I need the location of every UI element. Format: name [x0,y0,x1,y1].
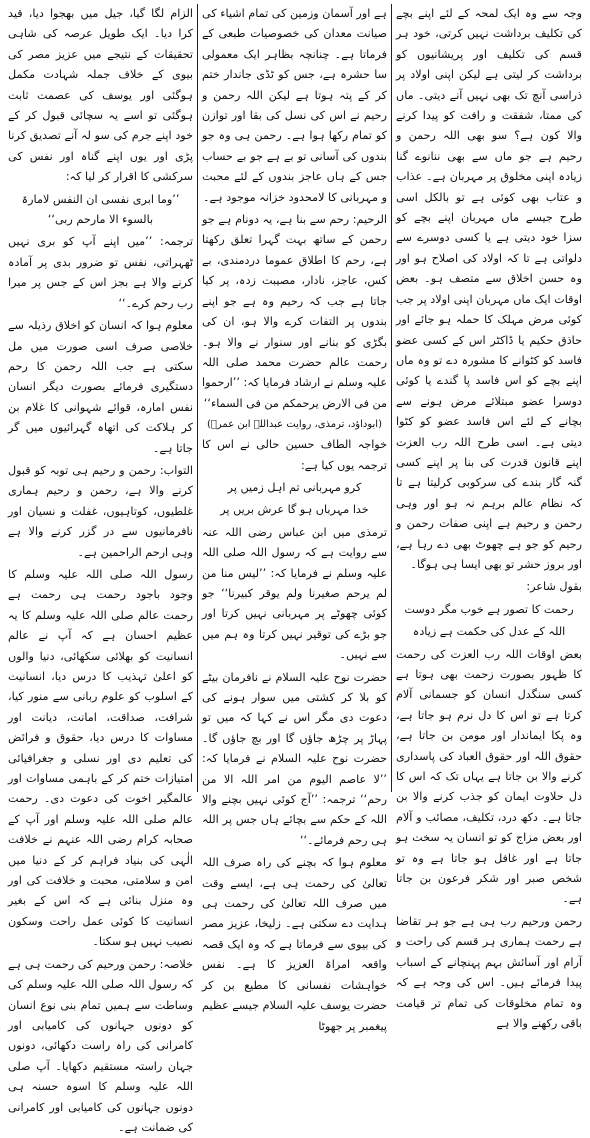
text-column-3 [4,4,198,1134]
paragraph: التواب: رحمن و رحیم ہی توبہ کو قبول کرنے والا ہے، رحمن و رحیم ہماری غلطیوں، کوتاہیوں، غفلت و نسیان اور نافرمانیوں سے در گزر کرنے والا ہے وہی ارحم الراحمین ہے۔ [8,463,193,559]
paragraph: بعض اوقات اللہ رب العزت کی رحمت کا ظہور بصورت زحمت بھی ہوتا ہے کسی سنگدل انسان کو جسمانی آلام کرتا ہے تو اس کا دل نرم ہو جاتا ہے، وہ پکا ایماندار اور مومن بن جاتا ہے، حقوق اللہ اور حقوق العباد کی پاسداری کرنے والا بن جاتا ہے یہاں تک کہ اس کا دل حلاوت ایمان کو جذب کرنے والا بن جاتا ہے۔ دکھ درد، تکلیف، مصائب و آلام اور بعض مزاج کو تو انسان یہ سخت ہو جاتا ہے اور غافل ہو جاتا ہے وہ تو شخص صبر اور شکر فرعون بن جاتا ہے۔ [396,647,582,906]
paragraph: معلوم ہوا کہ بچنے کی راہ صرف اللہ تعالیٰ کی رحمت ہی ہے، ایسے وقت میں صرف اللہ تعالیٰ کی رحمت ہی ہدایت دے سکتی ہے۔ زلیخا، عزیز مصر کی بیوی سے فرماتا ہے کہ وہ ایک قصہ واقعہ امراۃ العزیز کا ہے۔ نفس خواہشات نفسانی کا مطیع بن کر حضرت یوسف علیہ السلام جیسے عظیم پیغمبر پر جھوٹا [202,856,387,1033]
verse-line: اللہ کے عدل کی حکمت ہے زیادہ [412,625,566,639]
paragraph: حضرت نوح علیہ السلام نے نافرمان بیٹے کو بلا کر کشتی میں سوار ہونے کی دعوت دی مگر اس نے کہا کہ میں تو پہاڑ پر چڑھ جاؤں گا اور بچ جاؤں گا۔ حضرت نوح علیہ السلام نے فرمایا کہ: ’’لا عاصم الیوم من امر اللہ الا من رحم‘‘ ترجمہ: ’’آج کوئی نہیں بچنے والا اللہ کے حکم سے بچائے ہاں جس پر اللہ ہی رحم فرمائے۔‘‘ [202,670,387,847]
paragraph: ہے اور آسمان وزمین کی تمام اشیاء کی صیانت معدان کی خصوصیات طبعی کے فرماتا ہے۔ چنانچہ بظاہر ایک معمولی سا حشرہ ہے، جس کو ٹڈی جاندار ختم کر کے پتہ ہوتا ہے لیکن اللہ رحمن و رحیم نے اس کی نسل کی بقا اور توازن کو تمام رکھا ہوا ہے۔ رحمن ہی وہ جو بندوں کی آسانی تو بے ہے جو بے حساب جس کے ہاں عاجز بندوں کے لئے محبت و مہربانی کا لامحدود خزانہ موجود ہے۔ [202,7,387,204]
paragraph: الرحیم: رحم سے بنا ہے، یہ دونام ہے جو رحمن کے ساتھ بہت گہرا تعلق رکھتا ہے، رحم کا اطلاق عموما دردمندی، بے کس، عاجز، نادار، مصیبت زدہ، پر کیا جاتا ہے جب کہ رحیم وہ ہے جو اپنے بندوں پر التفات کرے والا ہو، ان کی بگڑی کو بنانے اور سنوار نے والا ہو۔ رحمت عالم حضرت محمد صلی اللہ علیہ وسلم نے ارشاد فرمایا کہ: ’’ارحموا من فی الارض یرحمکم من فی السماء‘‘ [202,213,387,410]
text-column-1 [392,4,586,1030]
text-column-2 [198,4,392,1033]
paragraph: الزام لگا گیا، جیل میں بھجوا دیا، قید کرا دیا۔ ایک طویل عرصہ کی شاہی تحقیقات کے نتیجے میں عزیز مصر کی بیوی کے خلاف جملہ شہادت مکمل ہوگئی اور یوسف کی عصمت ثابت ہوگئی تو اسے یہ سچائی قبول کر کے خود اپنے جرم کی سو لہ آنے تصدیق کرنا پڑی اور یوں اپنے گناہ اور نفس کی سرکشی کا اقرار کر لیا کہ: [8,7,193,184]
paragraph: ترمذی میں ابن عباس رضی اللہ عنہ سے روایت ہے کہ رسول اللہ صلی اللہ علیہ وسلم نے فرمایا کہ: ’’لیس منا من لم یرحم صغیرنا ولم یوقر کبیرنا‘‘ جو کوئی چھوٹے پر مہربانی نہیں کرتا اور جو بڑے کی توقیر نہیں کرتا وہ ہم میں سے نہیں۔ [202,525,387,662]
paragraph: بقول شاعر: [526,580,582,594]
paragraph: خواجہ الطاف حسین حالی نے اس کا ترجمہ یوں کیا ہے: [202,438,387,472]
paragraph: خلاصہ: رحمن ورحیم کی رحمت ہی ہے کہ رسول اللہ صلی اللہ علیہ وسلم کی وساطت سے ہمیں تمام بنی نوع انسان کو دونوں جہانوں کی کامیابی اور کامرانی کی راہ راست دکھائی، دونوں جہان راستہ مستقیم دکھایا۔ آپ صلی اللہ علیہ وسلم کا اسوہ حسنہ ہی دونوں جہانوں کی کامیابی اور کامرانی کی ضمانت ہے۔ [8,957,193,1134]
paragraph: وجہ سے وہ ایک لمحہ کے لئے اپنے بچے کی تکلیف برداشت نہیں کرتی، خود ہر قسم کی تکلیف اور پریشانیوں کو برداشت کر لیتی ہے لیکن اپنی اولاد پر ذراسی آنچ تک بھی نہیں آنے دیتی۔ ماں کی ممتا، شفقت و رافت کو پیدا کرنے والا کون ہے؟ سو بھی اللہ رحمن و رحیم ہے جو ماں سے بھی ننانوے گنا زیادہ اپنی مخلوق پر مہربان ہے۔ عذاب و عتاب بھی کوئی ہے تو بالکل اسی طرح جیسے ماں مہربان اپنے بچے کو سزا خود دیتی ہے یا کسی دوسرے سے دلواتی ہے تا کہ اولاد کی اصلاح ہو اور وہ حسن اخلاق سے متصف ہو۔ بعض اوقات ایک ماں مہربان اپنی اولاد پر جب کوئی مرض مہلک کا حملہ ہو جائے اور حاذق حکیم یا ڈاکٹر اس کے کسی عضو فاسد کو کٹوانے کا مشورہ دے تو وہ ماں اپنے بچے کو اس فاسد پا گندے یا کوئی دوسرا عضو مبتلائے مرض ہونے سے بچانے کے لئے اس فاسد عضو کو کٹوا دیتی ہے۔ اسی طرح اللہ رب العزت اپنے قانون قدرت کی بنا پر اپنے کسی گنہ گار بندے کی سرکوبی کرلیتا ہے تا کہ نظام عالم برہم نہ ہو اور وہی رحمن و رحیم ہے اپنی صفات رحمن و رحیم کو جو ہے چھوٹ بھی دے رہا ہے، اور بروز حشر تو بھی ایسا ہی ہوگا۔ [396,7,582,571]
verse-line: خدا مہرباں ہو گا عرش بریں پر [220,503,369,517]
verse-line: کرو مہربانی تم اہل زمیں پر [227,480,362,494]
verse-line: (ابوداؤد، ترمذی، روایت عبداللہ ابن عمرؓ) [207,419,382,431]
verse-line: ’’وما ابری نفسی ان النفس لامارۃ بالسوء الا مارحم ربی‘‘ [21,192,180,227]
paragraph: ترجمہ: ’’میں اپنے آپ کو بری نہیں ٹھہراتی، نفس تو ضرور بدی پر آمادہ کرنے والا ہے بجز اس کے جس پر میرا رب رحم کرے۔‘‘ [8,235,193,310]
paragraph: معلوم ہوا کہ انسان کو اخلاق رذیلہ سے خلاصی صرف اسی صورت میں مل سکتی ہے جب اللہ رحمن کا رحم دستگیری فرمائے بصورت دیگر انسان نفس امارہ، قوائے شہوانی کا غلام بن کر ہلاکت کی اتھاہ گہرائیوں میں گر جاتا ہے۔ [8,319,193,455]
paragraph: رحمن ورحیم رب ہی ہے جو ہر تقاضا ہے رحمت ہماری ہر قسم کی راحت و آرام اور آسائش بہم پہنچانے کے اسباب پیدا فرمائے ہیں۔ اس کی وجہ ہے کہ وہ تمام مخلوقات کی تمام تر قیامت باقی رکھنے والا ہے [396,914,582,1030]
paragraph: رسول اللہ صلی اللہ علیہ وسلم کا وجود باجود رحمت ہی رحمت ہے رحمت عالم صلی اللہ علیہ وسلم کا یہ عظیم احسان ہے کہ آپ نے عالم انسانیت کو بھلائی سکھائی، دنیا والوں کو اعلیٰ تہذیب کا درس دیا، انسانیت کے اسلوب کو علوم ربانی سے منور کیا، شرافت، صداقت، امانت، دیانت اور مساوات کا درس دیا، حقوق و فرائض کی تعلیم دی اور نسلی و جغرافیائی امتیازات ختم کر کے باہمی مساوات اور عالمگیر اخوت کی دعوت دی۔ رحمت عالم صلی اللہ علیہ وسلم اور آپ کے صحابہ کرام رضی اللہ عنہم نے خلافت الٰہی کی بنیاد فراہم کر کے دنیا میں امن و سلامتی، محبت و خلافت کی اور وہ منزل بنائی ہے کہ اس کے بغیر انسانیت کا کوئی عمل راحت وسکون نصیب نہیں ہو سکتا۔ [8,567,193,949]
verse-line: رحمت کا تصور ہے خوب مگر دوست [404,602,574,616]
